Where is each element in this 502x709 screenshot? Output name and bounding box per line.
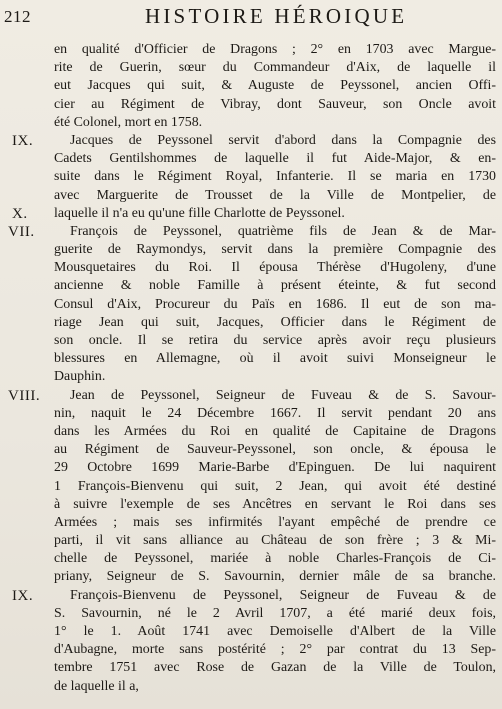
- line-text: dans les Armées du Roi en qualité de Capitaine de Dragons: [54, 423, 496, 439]
- line-text: Armées ; mais ses infirmités l'ayant empêché de prendre ce: [54, 514, 496, 530]
- line-text: Consul d'Aix, Procureur du Païs en 1686. Il eut de son ma-: [54, 296, 496, 312]
- text-line: [0, 587, 502, 605]
- line-text: à suivre l'exemple de ses Ancêtres en servant le Roi dans ses: [54, 496, 496, 512]
- line-text: Mousquetaires du Roi. Il épousa Thérèse d'Hugoleny, d'une: [54, 260, 496, 276]
- line-text: été Colonel, mort en 1758.: [54, 114, 203, 130]
- line-text: au Régiment de Sauveur-Peyssonel, son oncle, & épousa le: [54, 442, 496, 458]
- text-line: [0, 132, 502, 150]
- text-line: [0, 168, 502, 186]
- line-text: tembre 1751 avec Rose de Gazan de la Ville de Toulon,: [54, 660, 496, 676]
- text-line: [0, 532, 502, 550]
- line-text: eut Jacques qui suit, & Auguste de Peyssonel, ancien Offi-: [54, 78, 496, 94]
- text-line: [0, 550, 502, 568]
- text-line: [0, 223, 502, 241]
- line-text: chelle de Peyssonel, mariée à noble Charles-François de Ci-: [54, 551, 496, 567]
- line-text: Dauphin.: [54, 369, 106, 385]
- text-line: [0, 150, 502, 168]
- text-line: [0, 641, 502, 659]
- line-text: suite dans le Régiment Royal, Infanterie. Il se maria en 1730: [54, 169, 496, 185]
- line-text: laquelle il n'a eu qu'une fille Charlotte de Peyssonel.: [54, 205, 345, 221]
- text-line: [0, 568, 502, 586]
- page-header: [0, 2, 502, 32]
- text-line: [0, 205, 502, 223]
- text-line: [0, 241, 502, 259]
- line-text: ancienne & noble Famille à présent éteinte, & fut second: [54, 278, 496, 294]
- page-number: 212: [4, 7, 31, 26]
- line-text: 1 François-Bienvenu qui suit, 2 Jean, qui avoit été destiné: [54, 478, 496, 494]
- line-text: en qualité d'Officier de Dragons ; 2° en 1703 avec Margue-: [54, 42, 496, 57]
- generation-numeral: X.: [12, 205, 28, 222]
- text-line: [0, 514, 502, 532]
- text-line: [0, 423, 502, 441]
- line-text: parti, il vit sans alliance au Château de son frère ; 3 & Mi-: [54, 533, 496, 549]
- text-line: [0, 187, 502, 205]
- line-text: nin, naquit le 24 Décembre 1667. Il servit pendant 20 ans: [54, 405, 496, 421]
- text-line: [0, 259, 502, 277]
- generation-numeral: IX.: [12, 132, 34, 149]
- text-line: [0, 77, 502, 95]
- line-text: riage Jean qui suit, Jacques, Officier dans le Régiment de: [54, 314, 496, 330]
- generation-numeral: IX.: [12, 587, 34, 604]
- text-line: [0, 478, 502, 496]
- text-line: [0, 405, 502, 423]
- line-text: de laquelle il a,: [54, 678, 139, 694]
- text-line: [0, 114, 502, 132]
- text-line: [0, 350, 502, 368]
- text-line: [0, 296, 502, 314]
- text-line: [0, 59, 502, 77]
- line-text: S. Savournin, né le 2 Avril 1707, a été marié deux fois,: [54, 605, 496, 621]
- line-text: rite de Guerin, sœur du Commandeur d'Aix, de laquelle il: [54, 60, 496, 76]
- text-line: [0, 496, 502, 514]
- line-text: François-Bienvenu de Peyssonel, Seigneur de Fuveau & de: [70, 587, 496, 603]
- line-text: Cadets Gentilshommes de laquelle il fut Aide-Major, & en-: [54, 151, 496, 167]
- line-text: avec Marguerite de Trousset de la Ville de Montpelier, de: [54, 187, 496, 203]
- text-line: [0, 41, 502, 59]
- line-text: son oncle. Il se retira du service après avoir reçu plusieurs: [54, 333, 496, 348]
- text-line: [0, 605, 502, 623]
- line-text: François de Peyssonel, quatrième fils de Jean & de Mar-: [70, 223, 496, 239]
- line-text: priany, Seigneur de S. Savournin, dernier mâle de sa branche.: [54, 569, 496, 585]
- generation-numeral: VII.: [8, 223, 35, 240]
- line-text: 1° le 1. Août 1741 avec Demoiselle d'Albert de la Ville: [54, 624, 496, 639]
- text-line: [0, 659, 502, 677]
- text-line: [0, 387, 502, 405]
- line-text: Jean de Peyssonel, Seigneur de Fuveau & de S. Savour-: [70, 387, 496, 403]
- text-line: [0, 368, 502, 386]
- page-body: [0, 41, 502, 696]
- line-text: 29 Octobre 1699 Marie-Barbe d'Epinguen. De lui naquirent: [54, 460, 496, 476]
- text-line: [0, 441, 502, 459]
- text-line: [0, 459, 502, 477]
- line-text: cier au Régiment de Vibray, dont Sauveur, son Oncle avoit: [54, 96, 496, 112]
- text-line: [0, 314, 502, 332]
- text-line: [0, 277, 502, 295]
- line-text: guerite de Raymondys, servit dans la première Compagnie des: [54, 242, 496, 258]
- line-text: Jacques de Peyssonel servit d'abord dans la Compagnie des: [70, 132, 496, 148]
- text-line: [0, 623, 502, 641]
- text-line: [0, 332, 502, 350]
- text-line: [0, 96, 502, 114]
- running-title: HISTOIRE HÉROIQUE: [145, 4, 408, 28]
- line-text: blessures en Allemagne, où il avoit suivi Monseigneur le: [54, 351, 496, 367]
- text-line: [0, 678, 502, 696]
- generation-numeral: VIII.: [8, 387, 41, 404]
- line-text: d'Aubagne, morte sans postérité ; 2° par contrat du 13 Sep-: [54, 642, 496, 658]
